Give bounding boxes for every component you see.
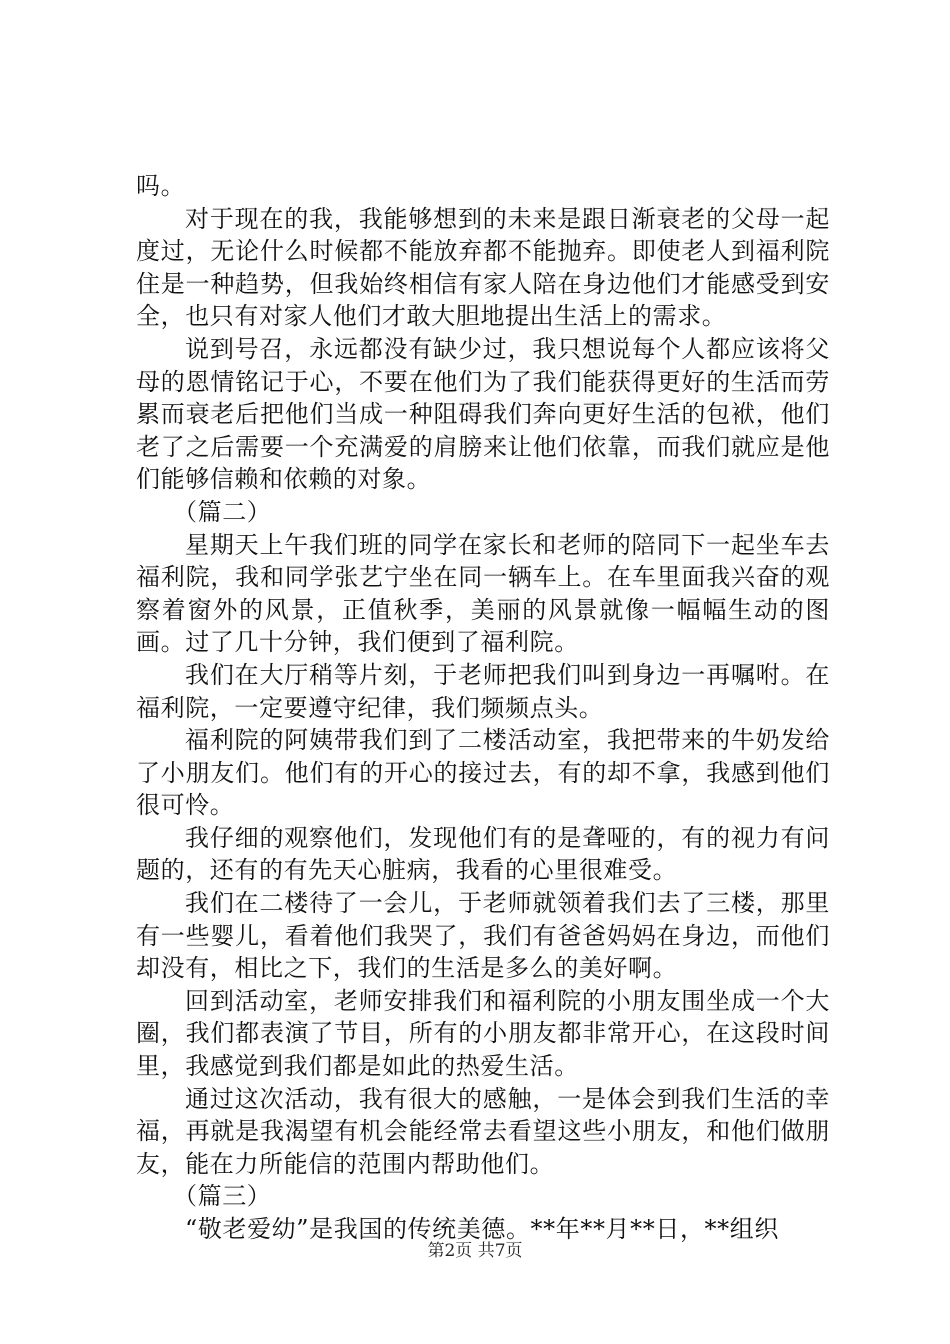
paragraph: 说到号召，永远都没有缺少过，我只想说每个人都应该将父母的恩情铭记于心，不要在他们为了我们能获得更好的生活而劳累而衰老后把他们当成一种阻碍我们奔向更好生活的包袱，他们老了之后需要一个充满爱的肩膀来让他们依靠，而我们就应是他们能够信赖和依赖的对象。 xyxy=(136,334,830,494)
paragraph: 我们在二楼待了一会儿，于老师就领着我们去了三楼，那里有一些婴儿，看着他们我哭了，我们有爸爸妈妈在身边，而他们却没有，相比之下，我们的生活是多么的美好啊。 xyxy=(136,889,830,983)
section-heading-part-two: （篇二） xyxy=(173,497,272,526)
paragraph: 我仔细的观察他们，发现他们有的是聋哑的，有的视力有问题的，还有的有先天心脏病，我看的心里很难受。 xyxy=(136,823,830,885)
paragraph: 回到活动室，老师安排我们和福利院的小朋友围坐成一个大圈，我们都表演了节目，所有的小朋友都非常开心，在这段时间里，我感觉到我们都是如此的热爱生活。 xyxy=(136,986,830,1081)
paragraph-continuation: 吗。 xyxy=(136,172,186,200)
paragraph: 对于现在的我，我能够想到的未来是跟日渐衰老的父母一起度过，无论什么时候都不能放弃都不能抛弃。即使老人到福利院住是一种趋势，但我始终相信有家人陪在身边他们才能感受到安全，也只有对家人他们才敢大胆地提出生活上的需求。 xyxy=(136,204,830,331)
paragraph: 星期天上午我们班的同学在家长和老师的陪同下一起坐车去福利院，我和同学张艺宁坐在同一辆车上。在车里面我兴奋的观察着窗外的风景，正值秋季，美丽的风景就像一幅幅生动的图画。过了几十分钟，我们便到了福利院。 xyxy=(136,530,830,657)
section-heading-part-three: （篇三） xyxy=(173,1182,272,1211)
page-number-footer: 第2页 共7页 xyxy=(427,1241,523,1261)
paragraph: “敬老爱幼”是我国的传统美德。**年**月**日，**组织 xyxy=(185,1215,779,1243)
paragraph: 通过这次活动，我有很大的感触，一是体会到我们生活的幸福，再就是我渴望有机会能经常去看望这些小朋友，和他们做朋友，能在力所能信的范围内帮助他们。 xyxy=(136,1084,830,1178)
document-body xyxy=(136,170,830,1246)
paragraph: 福利院的阿姨带我们到了二楼活动室，我把带来的牛奶发给了小朋友们。他们有的开心的接过去，有的却不拿，我感到他们很可怜。 xyxy=(136,726,830,820)
paragraph: 我们在大厅稍等片刻，于老师把我们叫到身边一再嘱咐。在福利院，一定要遵守纪律，我们频频点头。 xyxy=(136,660,830,722)
